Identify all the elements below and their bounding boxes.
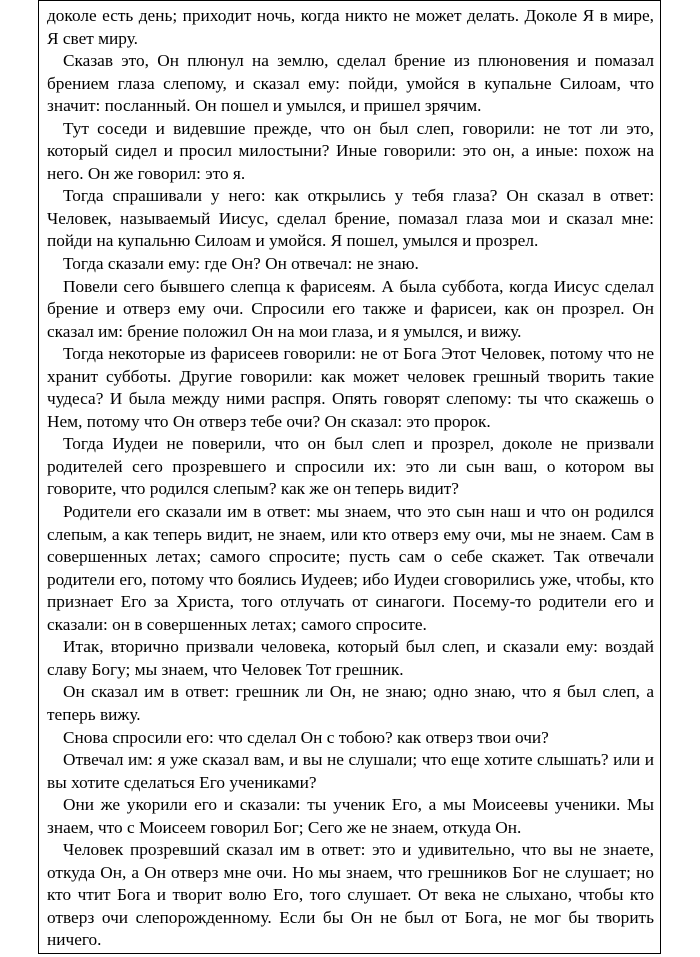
document-body xyxy=(47,5,654,952)
paragraph: Родители его сказали им в ответ: мы знаем, что это сын наш и что он родился слепым, а как теперь видит, не знаем, или кто отверз ему очи, мы не знаем. Сам в совершенных летах; самого спросите; пусть сам о себе скажет. Так отвечали родители его, потому что боялись Иудеев; ибо Иудеи сговорились уже, чтобы, кто признает Его за Христа, того отлучать от синагоги. Посему-то родители его и сказали: он в совершенных летах; самого спросите. xyxy=(47,502,654,634)
paragraph: Повели сего бывшего слепца к фарисеям. А была суббота, когда Иисус сделал брение и отверз ему очи. Спросили его также и фарисеи, как он прозрел. Он сказал им: брение положил Он на мои глаза, и я умылся, и вижу. xyxy=(47,276,654,341)
paragraph: Отвечал им: я уже сказал вам, и вы не слушали; что еще хотите слышать? или и вы хотите сделаться Его учениками? xyxy=(47,750,654,792)
paragraph: Итак, вторично призвали человека, который был слеп, и сказали ему: воздай славу Богу; мы знаем, что Человек Тот грешник. xyxy=(47,637,654,679)
paragraph: Они же укорили его и сказали: ты ученик Его, а мы Моисеевы ученики. Мы знаем, что с Моисеем говорил Бог; Сего же не знаем, откуда Он. xyxy=(47,795,654,837)
paragraph: Тогда Иудеи не поверили, что он был слеп и прозрел, доколе не призвали родителей сего прозревшего и спросили их: это ли сын ваш, о котором вы говорите, что родился слепым? как же он теперь видит? xyxy=(47,434,654,499)
paragraph: Снова спросили его: что сделал Он с тобою? как отверз твои очи? xyxy=(63,727,549,747)
paragraph: Тогда некоторые из фарисеев говорили: не от Бога Этот Человек, потому что не хранит субботы. Другие говорили: как может человек грешный творить такие чудеса? И была между ними распря. Опять говорят слепому: ты что скажешь о Нем, потому что Он отверз тебе очи? Он сказал: это пророк. xyxy=(47,344,654,431)
paragraph: Человек прозревший сказал им в ответ: это и удивительно, что вы не знаете, откуда Он, а Он отверз мне очи. Но мы знаем, что грешников Бог не слушает; но кто чтит Бога и творит волю Его, того слушает. От века не слыхано, чтобы кто отверз очи слепорожденному. Если бы Он не был от Бога, не мог бы творить ничего. xyxy=(47,840,654,950)
paragraph: Тогда сказали ему: где Он? Он отвечал: не знаю. xyxy=(63,254,419,274)
paragraph-continued: доколе есть день; приходит ночь, когда никто не может делать. Доколе Я в мире, Я свет миру. xyxy=(47,6,654,48)
paragraph: Он сказал им в ответ: грешник ли Он, не знаю; одно знаю, что я был слеп, а теперь вижу. xyxy=(47,682,654,724)
paragraph: Сказав это, Он плюнул на землю, сделал брение из плюновения и помазал брением глаза слепому, и сказал ему: пойди, умойся в купальне Силоам, что значит: посланный. Он пошел и умылся, и пришел зрячим. xyxy=(47,51,654,116)
paragraph: Тогда спрашивали у него: как открылись у тебя глаза? Он сказал в ответ: Человек, называемый Иисус, сделал брение, помазал глаза мои и сказал мне: пойди на купальню Силоам и умойся. Я пошел, умылся и прозрел. xyxy=(47,186,654,251)
page-frame xyxy=(38,0,661,954)
paragraph: Тут соседи и видевшие прежде, что он был слеп, говорили: не тот ли это, который сидел и просил милостыни? Иные говорили: это он, а иные: похож на него. Он же говорил: это я. xyxy=(47,118,654,183)
